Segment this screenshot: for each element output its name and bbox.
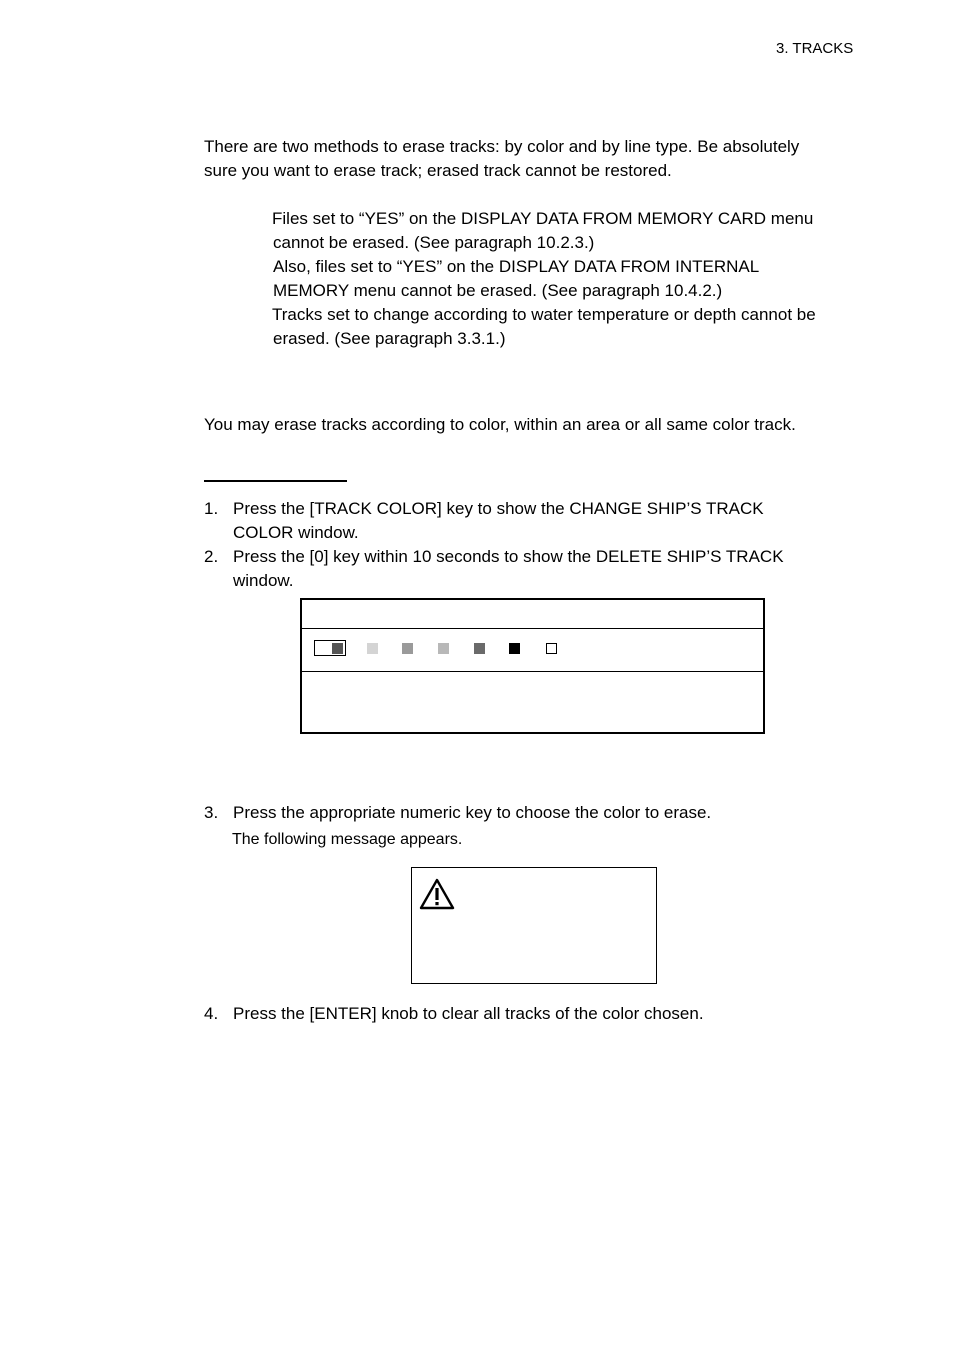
page-section-header: 3. TRACKS [776, 40, 854, 57]
step-text: Press the [0] key within 10 seconds to show the DELETE SHIP’S TRACK [233, 547, 784, 566]
step-subtext: The following message appears. [232, 831, 463, 848]
step-text: Press the [ENTER] knob to clear all tracks of the color chosen. [233, 1004, 704, 1023]
color-swatch [332, 643, 343, 654]
step-number: 4. [204, 1004, 219, 1023]
step-number: 2. [204, 547, 219, 566]
note-line: erased. (See paragraph 3.3.1.) [273, 329, 506, 348]
step-text: window. [233, 571, 294, 590]
procedure-heading-rule [204, 480, 347, 482]
color-swatch [546, 643, 557, 654]
step-text: COLOR window. [233, 523, 359, 542]
color-swatch [402, 643, 413, 654]
window-divider [302, 628, 763, 629]
color-swatch [438, 643, 449, 654]
color-swatch [509, 643, 520, 654]
step-text: Press the [TRACK COLOR] key to show the CHANGE SHIP’S TRACK [233, 499, 764, 518]
erase-confirm-message [411, 867, 657, 984]
color-swatch [367, 643, 378, 654]
intro-line-2: sure you want to erase track; erased track cannot be restored. [204, 161, 672, 180]
warning-triangle-icon [419, 878, 455, 910]
note-line: Tracks set to change according to water temperature or depth cannot be [272, 305, 816, 324]
note-line: Also, files set to “YES” on the DISPLAY DATA FROM INTERNAL [273, 257, 760, 276]
note-line: cannot be erased. (See paragraph 10.2.3.) [273, 233, 595, 252]
step-number: 3. [204, 803, 219, 822]
by-color-description: You may erase tracks according to color, within an area or all same color track. [204, 415, 796, 434]
note-line: MEMORY menu cannot be erased. (See paragraph 10.4.2.) [273, 281, 723, 300]
color-swatch [474, 643, 485, 654]
step-number: 1. [204, 499, 219, 518]
intro-line-1: There are two methods to erase tracks: by color and by line type. Be absolutely [204, 137, 800, 156]
window-divider [302, 671, 763, 672]
delete-track-window [300, 598, 765, 734]
step-text: Press the appropriate numeric key to choose the color to erase. [233, 803, 712, 822]
note-line: Files set to “YES” on the DISPLAY DATA FROM MEMORY CARD menu [272, 209, 814, 228]
